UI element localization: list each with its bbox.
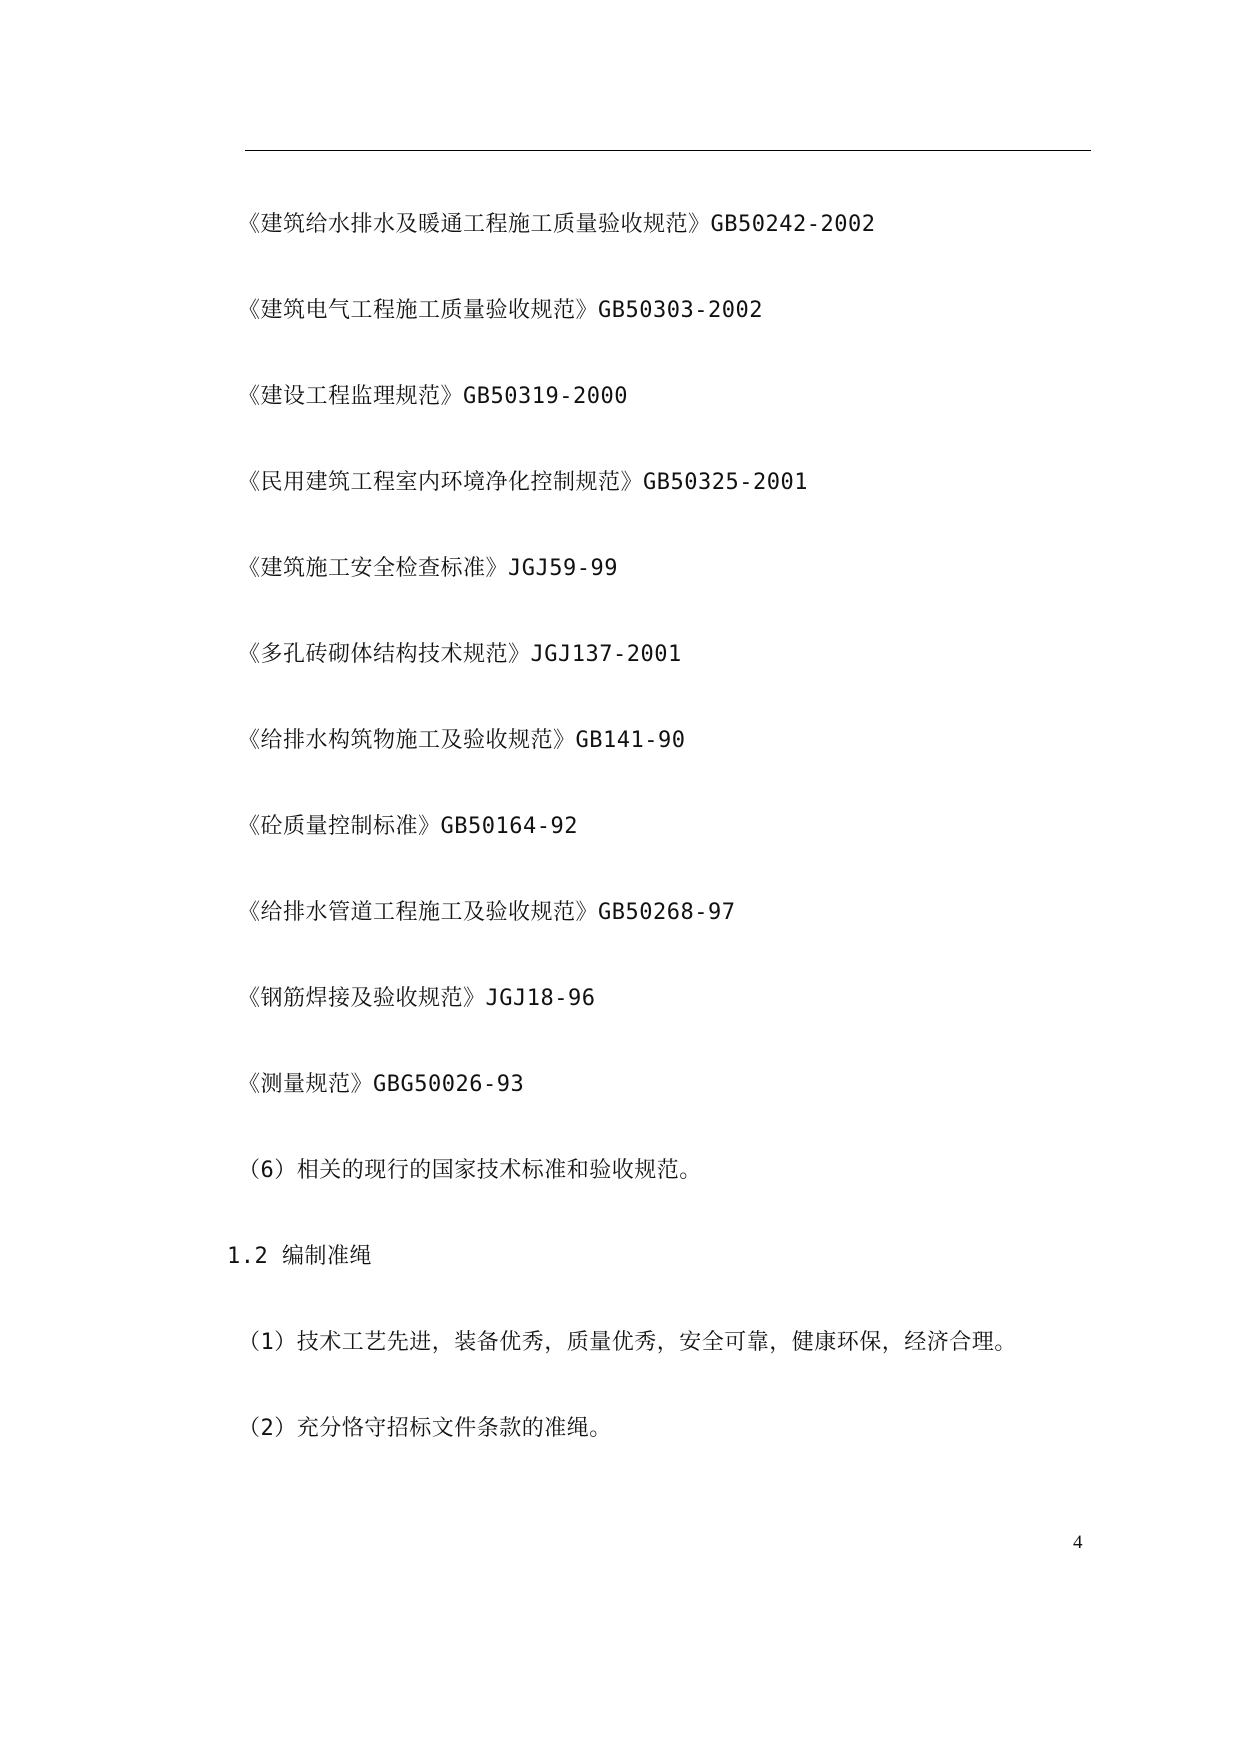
principle-item: （1）技术工艺先进，装备优秀，质量优秀，安全可靠，健康环保，经济合理。 (238, 1330, 1017, 1355)
reference-line: 《民用建筑工程室内环境净化控制规范》GB50325-2001 (238, 470, 808, 495)
list-item-6: （6）相关的现行的国家技术标准和验收规范。 (238, 1158, 702, 1183)
reference-line: 《建筑给水排水及暖通工程施工质量验收规范》GB50242-2002 (238, 212, 876, 237)
reference-line: 《给排水构筑物施工及验收规范》GB141-90 (238, 728, 686, 753)
reference-line: 《建筑施工安全检查标准》JGJ59-99 (238, 556, 618, 581)
header-rule (245, 150, 1091, 151)
page-number: 4 (1073, 1532, 1083, 1553)
reference-line: 《多孔砖砌体结构技术规范》JGJ137-2001 (238, 642, 682, 667)
reference-line: 《测量规范》GBG50026-93 (238, 1072, 525, 1097)
reference-line: 《建筑电气工程施工质量验收规范》GB50303-2002 (238, 298, 763, 323)
reference-line: 《给排水管道工程施工及验收规范》GB50268-97 (238, 900, 736, 925)
reference-line: 《建设工程监理规范》GB50319-2000 (238, 384, 628, 409)
principle-item: （2）充分恪守招标文件条款的准绳。 (238, 1416, 612, 1441)
reference-line: 《砼质量控制标准》GB50164-92 (238, 814, 578, 839)
reference-line: 《钢筋焊接及验收规范》JGJ18-96 (238, 986, 596, 1011)
section-heading: 1.2 编制准绳 (227, 1244, 372, 1269)
